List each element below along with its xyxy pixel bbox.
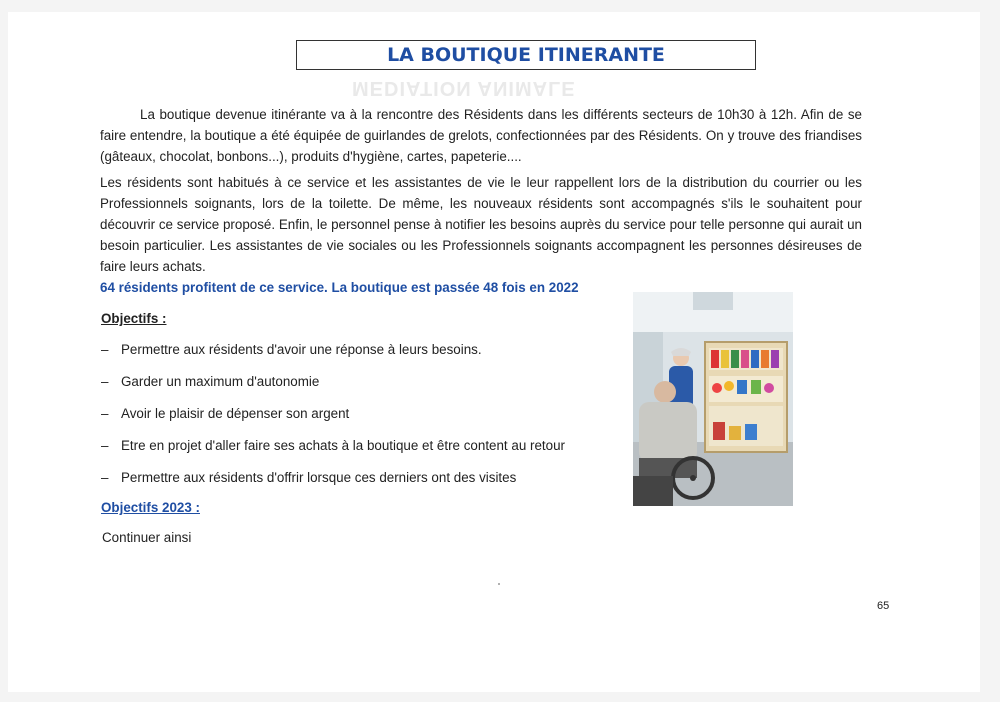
objectives-2023-heading: Objectifs 2023 :: [101, 500, 200, 515]
dash-bullet: –: [101, 406, 109, 421]
objectives-heading: Objectifs :: [101, 311, 167, 326]
page-title: LA BOUTIQUE ITINERANTE: [387, 44, 665, 66]
dash-bullet: –: [101, 342, 109, 357]
objectives-2023-text: Continuer ainsi: [102, 530, 192, 545]
dash-bullet: –: [101, 438, 109, 453]
service-paragraph: Les résidents sont habitués à ce service et les assistantes de vie le leur rappellent lors de la distribution du courrier ou les Professionnels soignants, lors de la toilette. De même, les nouveaux résidents sont accompagnés s'ils le souhaitent pour découvrir ce service proposé. Enfin, le personnel pense à notifier les besoins auprès du service pour telle personne qui aurait un besoin particulier. Les assistantes de vie sociales ou les Professionnels soignants accompagnent les personnes désireuses de faire leurs achats.: [100, 175, 862, 274]
objective-text: Garder un maximum d'autonomie: [121, 374, 320, 389]
objective-text: Permettre aux résidents d'offrir lorsque ces derniers ont des visites: [121, 470, 517, 485]
scan-dot: [498, 583, 500, 585]
bleed-through-heading: MEDIATION ANIMALE: [352, 77, 576, 99]
page-title-box: [296, 40, 756, 70]
objective-text: Avoir le plaisir de dépenser son argent: [121, 406, 350, 421]
statistics-line: 64 résidents profitent de ce service. La boutique est passée 48 fois en 2022: [100, 280, 579, 295]
dash-bullet: –: [101, 470, 109, 485]
intro-paragraph: La boutique devenue itinérante va à la rencontre des Résidents dans les différents secteurs de 10h30 à 12h. Afin de se faire entendre, la boutique a été équipée de guirlandes de grelots, confectionnées par des Résidents. On y trouve des friandises (gâteaux, chocolat, bonbons...), produits d'hygiène, cartes, papeterie....: [100, 107, 862, 164]
page-number: 65: [877, 600, 890, 612]
objective-text: Permettre aux résidents d'avoir une réponse à leurs besoins.: [121, 342, 482, 357]
dash-bullet: –: [101, 374, 109, 389]
objective-text: Etre en projet d'aller faire ses achats à la boutique et être content au retour: [121, 438, 565, 453]
shop-cart-photo: [633, 292, 793, 506]
